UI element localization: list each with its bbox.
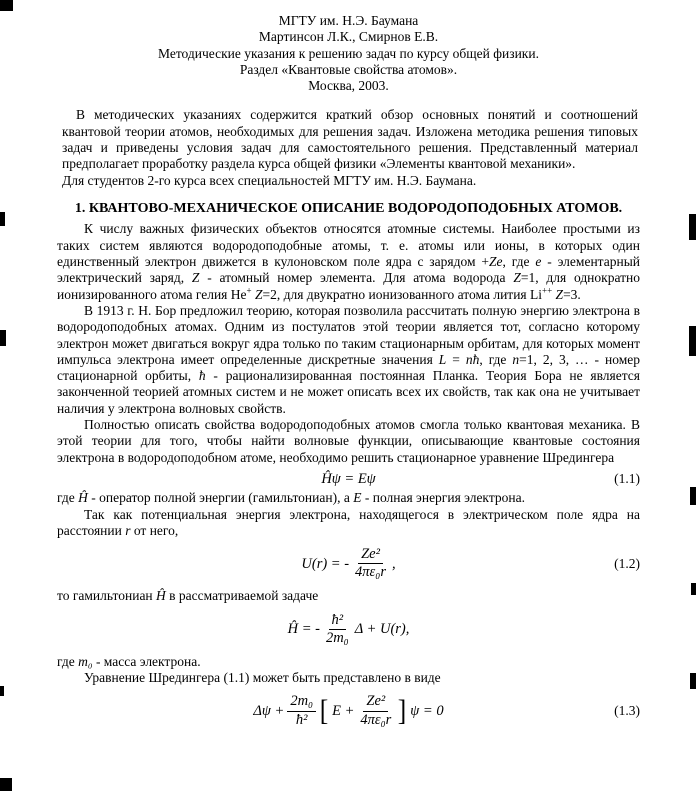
equation-number-1-2: (1.2)	[614, 555, 640, 571]
equation-expression	[253, 693, 443, 728]
equation-hamiltonian	[57, 612, 640, 647]
equation-tail: Δ + U(r),	[354, 621, 410, 638]
fraction-denominator: 4πε₀r	[355, 564, 386, 581]
left-bracket: [	[319, 694, 329, 728]
fraction-numerator: ħ²	[329, 612, 347, 630]
paragraph-schrodinger-form: Уравнение Шредингера (1.1) может быть представлено в виде	[84, 670, 441, 686]
scan-artifact	[0, 778, 12, 791]
paragraph-electron-mass: где m₀ - масса электрона.	[57, 653, 201, 669]
paragraph-potential-energy: Так как потенциальная энергия электрона, находящегося в электрическом поле ядра на расстоянии r от него,	[57, 506, 640, 538]
paragraph-bohr-theory: В 1913 г. Н. Бор предложил теорию, которая позволила рассчитать полную энергию электрона в водородоподобных атомах. Одним из постулатов этой теории является тот, согласно которому электрон может двигаться вокруг ядра только по таким стационарным орбитам, для которых момент импульса электрона имеет определенные дискретные значения L = nħ, где n=1, 2, 3, … - номер стационарной орбиты, ħ - рационализированная постоянная Планка. Теория Бора не является законченной теорией атомных систем и не может описать всех их свойств, так как она не учитывает наличия у электрона волновых свойств.	[57, 302, 640, 416]
paragraph-quantum-mechanics: Полностью описать свойства водородоподобных атомов смогла только квантовая механика. В этой теории для того, чтобы найти волновые функции, описывающие квантовые состояния электрона в водородоподобном атоме, необходимо решить стационарное уравнение Шредингера	[57, 417, 640, 465]
section-heading: 1. КВАНТОВО-МЕХАНИЧЕСКОЕ ОПИСАНИЕ ВОДОРОДОПОДОБНЫХ АТОМОВ.	[74, 200, 623, 216]
abstract-block	[62, 107, 638, 188]
title-line: Методические указания к решению задач по курсу общей физики.	[158, 45, 539, 61]
section-title-line: Раздел «Квантовые свойства атомов».	[239, 61, 458, 77]
abstract-audience: Для студентов 2-го курса всех специальностей МГТУ им. Н.Э. Баумана.	[62, 172, 477, 188]
right-bracket: ]	[398, 694, 407, 728]
fraction	[287, 693, 316, 728]
equation-tail: ,	[391, 555, 396, 572]
equation-number-1-3: (1.3)	[614, 702, 640, 718]
equation-1-2	[57, 546, 640, 581]
fraction-numerator: Ze²	[363, 693, 388, 711]
equation-expression	[301, 546, 395, 581]
equation-1-3	[57, 693, 640, 728]
fraction-numerator: 2m₀	[287, 693, 316, 711]
equation-lead: Ĥ = -	[287, 621, 320, 638]
fraction	[357, 693, 394, 728]
scan-artifact	[0, 0, 13, 11]
fraction-denominator: 4πε₀r	[360, 711, 392, 728]
scan-artifact	[691, 583, 696, 595]
institution-line: МГТУ им. Н.Э. Баумана	[278, 13, 419, 28]
paragraph-atoms-intro: К числу важных физических объектов относятся атомные системы. Наиболее простыми из таких систем являются водородоподобные атомы, т. е. атомы или ионы, в которых один единственный электрон движется в кулоновском поле ядра с зарядом +Ze, где e - элементарный электрический заряд, Z - атомный номер элемента. Для атома водорода Z=1, для однократно ионизированного атома гелия He+ Z=2, для двукратно ионизованного атома лития Li++ Z=3.	[57, 221, 640, 302]
paragraph-hamiltonian-def: где Ĥ - оператор полной энергии (гамильтониан), а E - полная энергия электрона.	[57, 490, 525, 506]
scan-artifact	[690, 673, 696, 689]
document-header	[57, 13, 640, 94]
scan-artifact	[689, 214, 696, 240]
scan-artifact	[0, 330, 6, 346]
equation-lead: Δψ +	[253, 702, 285, 719]
scan-artifact	[690, 487, 696, 505]
authors-line: Мартинсон Л.К., Смирнов Е.В.	[258, 29, 439, 45]
equation-expression	[288, 612, 410, 647]
scan-artifact	[689, 326, 696, 356]
fraction	[352, 546, 389, 581]
equation-mid: E +	[332, 702, 355, 719]
paragraph-then-hamiltonian: то гамильтониан Ĥ в рассматриваемой задаче	[57, 588, 319, 604]
equation-expression: Ĥψ = Eψ	[321, 470, 376, 487]
place-year-line: Москва, 2003.	[308, 78, 389, 94]
fraction-denominator: ħ²	[295, 711, 308, 728]
equation-number-1-1: (1.1)	[614, 470, 640, 486]
equation-tail: ψ = 0	[410, 702, 444, 719]
equation-lead: U(r) = -	[301, 555, 350, 572]
fraction-denominator: 2m₀	[325, 629, 349, 646]
fraction	[323, 612, 352, 647]
equation-1-1	[57, 471, 640, 487]
scan-artifact	[0, 686, 4, 696]
fraction-numerator: Ze²	[358, 546, 383, 564]
abstract-paragraph: В методических указаниях содержится краткий обзор основных понятий и соотношений квантовой теории атомов, необходимых для решения задач. Изложена методика решения типовых задач и приведены условия задач для самостоятельного решения. Представленный материал предполагает проработку раздела курса общей физики «Элементы квантовой механики».	[62, 107, 638, 172]
scan-artifact	[0, 212, 5, 226]
